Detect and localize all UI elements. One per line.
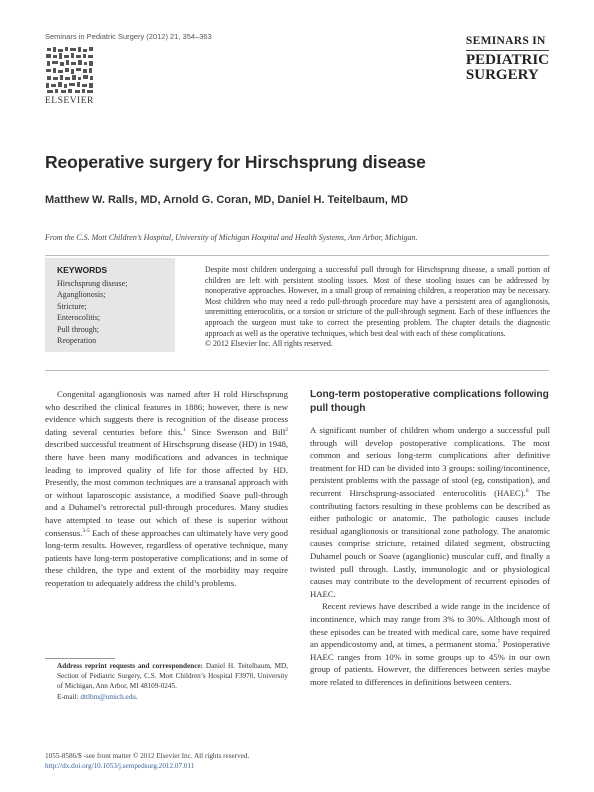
footnote-rule [45,658,115,659]
email-tail: . [135,692,138,701]
para1-text-1: A significant number of children whom undergo a successful pull through will develop postoperative complications. The most common and serious long-term complications after definitive treatment for HD can be divided into 3 groups: soiling/incontinence, persistent problems with the passage of stool (eg, constipation), and recurrent Hirschsprung-associated enterocolitis (HAEC). [310,425,550,498]
article-title: Reoperative surgery for Hirschsprung disease [45,152,426,172]
intro-text-1: Congenital aganglionosis was named after H rold Hirschsprung who described the clinical features in 1886; however, there is new evidence which suggests there is recognition of the disease process dating several centuries before this. [45,389,288,437]
keyword-item: Reoperation [57,336,97,346]
intro-paragraph [45,388,288,590]
author-list: Matthew W. Ralls, MD, Arnold G. Coran, MD, Daniel H. Teitelbaum, MD [45,194,409,206]
email-label: E-mail: [57,692,81,701]
doi-link[interactable]: http://dx.doi.org/10.1053/j.sempedsurg.2012.07.011 [45,762,195,770]
issn-line: 1055-8586/$ -see front matter © 2012 Elsevier Inc. All rights reserved. [45,752,250,760]
section-heading: Long-term postoperative complications following pull though [310,389,549,414]
citation-ref[interactable]: 2 [285,426,288,433]
correspondence-footnote [57,661,288,702]
email-link[interactable]: dttlbm@umich.edu [80,692,136,701]
para1-text-2: The contributing factors resulting in these problems can be described as either pathologic or anatomic. The pathologic causes include residual aganglionosis or transitional zone pathology. The anatomic causes comprise stricture, retained dilated segment, obstructing Duhamel pouch or Soave (aganglionic) muscular cuff, and finally a twisted pull through. Lastly, immunologic and or physiological causes may contribute to the development of recurrent episodes of HAEC. [310,487,550,599]
page-footer [45,751,249,771]
abstract-copyright: © 2012 Elsevier Inc. All rights reserved. [205,339,333,349]
journal-brand [466,36,549,83]
elsevier-tree-logo [45,46,95,94]
abstract-text: Despite most children undergoing a successful pull through for Hirschsprung disease, a small portion of children are left with persistent stooling issues. Most of these stooling issues can be addressed by nonoperative approaches. However, in a small group of remaining children, a reoperation may be necessary. Most children who may need a redo pull-through procedure may have a persistent area of aganglionosis, unremitting enterocolitis, or a torsion or stricture of the pull-through segment. Each of these influences the approach the surgeon must take to correct the presenting problem. The chapter details the diagnostic approach as well as the operative techniques, which best deal with each of these complications. [205,265,550,338]
footnote-text: Daniel H. Teitelbaum, MD, Section of Pediatric Surgery, C.S. Mott Children’s Hospital F3970, University of Michigan, Ann Arbor, MI 48109-0245. [57,662,289,691]
abstract [205,265,550,350]
body-paragraph [310,424,550,600]
keyword-item: Pull through; [57,324,100,334]
keyword-item: Hirschsprung disease; [57,279,128,288]
citation-ref[interactable]: 7 [497,639,501,646]
citation-ref[interactable]: 6 [525,488,529,495]
journal-reference: Seminars in Pediatric Surgery (2012) 21, 354–363 [45,32,212,41]
affiliation: From the C.S. Mott Children’s Hospital, University of Michigan Hospital and Health Systems, Ann Arbor, Michigan. [45,233,418,242]
brand-line-2: PEDIATRIC [465,51,549,68]
brand-line-3: SURGERY [465,66,539,83]
keywords-heading: KEYWORDS [57,265,108,275]
footnote-label: Address reprint requests and correspondence: [57,662,204,670]
intro-text-3: described successful treatment of Hirschsprung disease (HD) in 1948, there have been many modifications and advances in technique leading to improved quality of life for those affected by HD. Presently, the most common techniques are a transanal approach with or without laparoscopic assistance, a modified Soave pull-through and a Duhamel’s retrorectal pull-through procedures. Many studies have attempted to tease out which of these is superior without consensus. [45,439,288,538]
intro-text-2: Since Swenson and Bill [185,426,286,437]
brand-line-1: SEMINARS IN [466,36,549,51]
citation-ref[interactable]: 1 [182,426,186,433]
intro-text-4: Each of these approaches can ultimately have very good long-term results. However, regardless of operative technique, many patients have long-term postoperative complications; and in some of these children, the type and extent of the morbidity may require reoperation to adequately address the child’s problems. [45,527,288,588]
citation-ref[interactable]: 3-5 [82,527,90,534]
keyword-item: Enterocolitis; [57,313,101,323]
keyword-item: Aganglionosis; [57,290,106,300]
publisher-name: ELSEVIER [45,96,94,106]
keyword-item: Stricture; [57,301,87,311]
para2-text-1: Recent reviews have described a wide range in the incidence of incontinence, which may range from 3% to 30%. Although most of these episodes can be treated with medical care, some have required an appendicostomy and, at times, a permanent stoma. [310,601,550,650]
right-column [310,388,550,688]
left-column [45,388,288,590]
body-paragraph [310,600,550,688]
para2-text-2: Postoperative HAEC ranges from 10% in some groups up to 45% in our own group of patients. However, the differences between series maybe more related to differences in definitions between centers. [310,639,550,687]
keywords-list [57,278,127,346]
